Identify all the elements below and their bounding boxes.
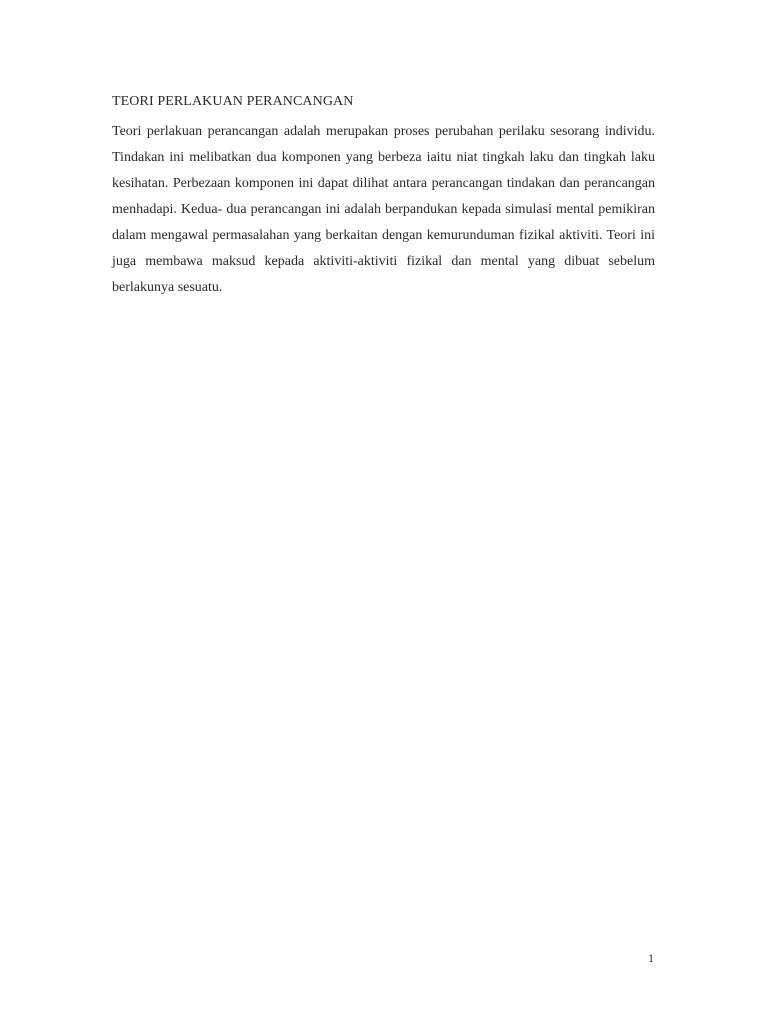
page-number: 1 bbox=[648, 951, 654, 965]
document-title: TEORI PERLAKUAN PERANCANGAN bbox=[112, 94, 354, 109]
body-paragraph: Teori perlakuan perancangan adalah merupakan proses perubahan perilaku sesorang individu. Tindakan ini melibatkan dua komponen yang berbeza iaitu niat tingkah laku dan tingkah laku kesihatan. Perbezaan komponen ini dapat dilihat antara perancangan tindakan dan perancangan menhadapi. Kedua- dua perancangan ini adalah berpandukan kepada simulasi mental pemikiran dalam mengawal permasalahan yang berkaitan dengan kemurunduman fizikal aktiviti. Teori ini juga membawa maksud kepada aktiviti-aktiviti fizikal dan mental yang dibuat sebelum berlakunya sesuatu. bbox=[112, 124, 655, 295]
